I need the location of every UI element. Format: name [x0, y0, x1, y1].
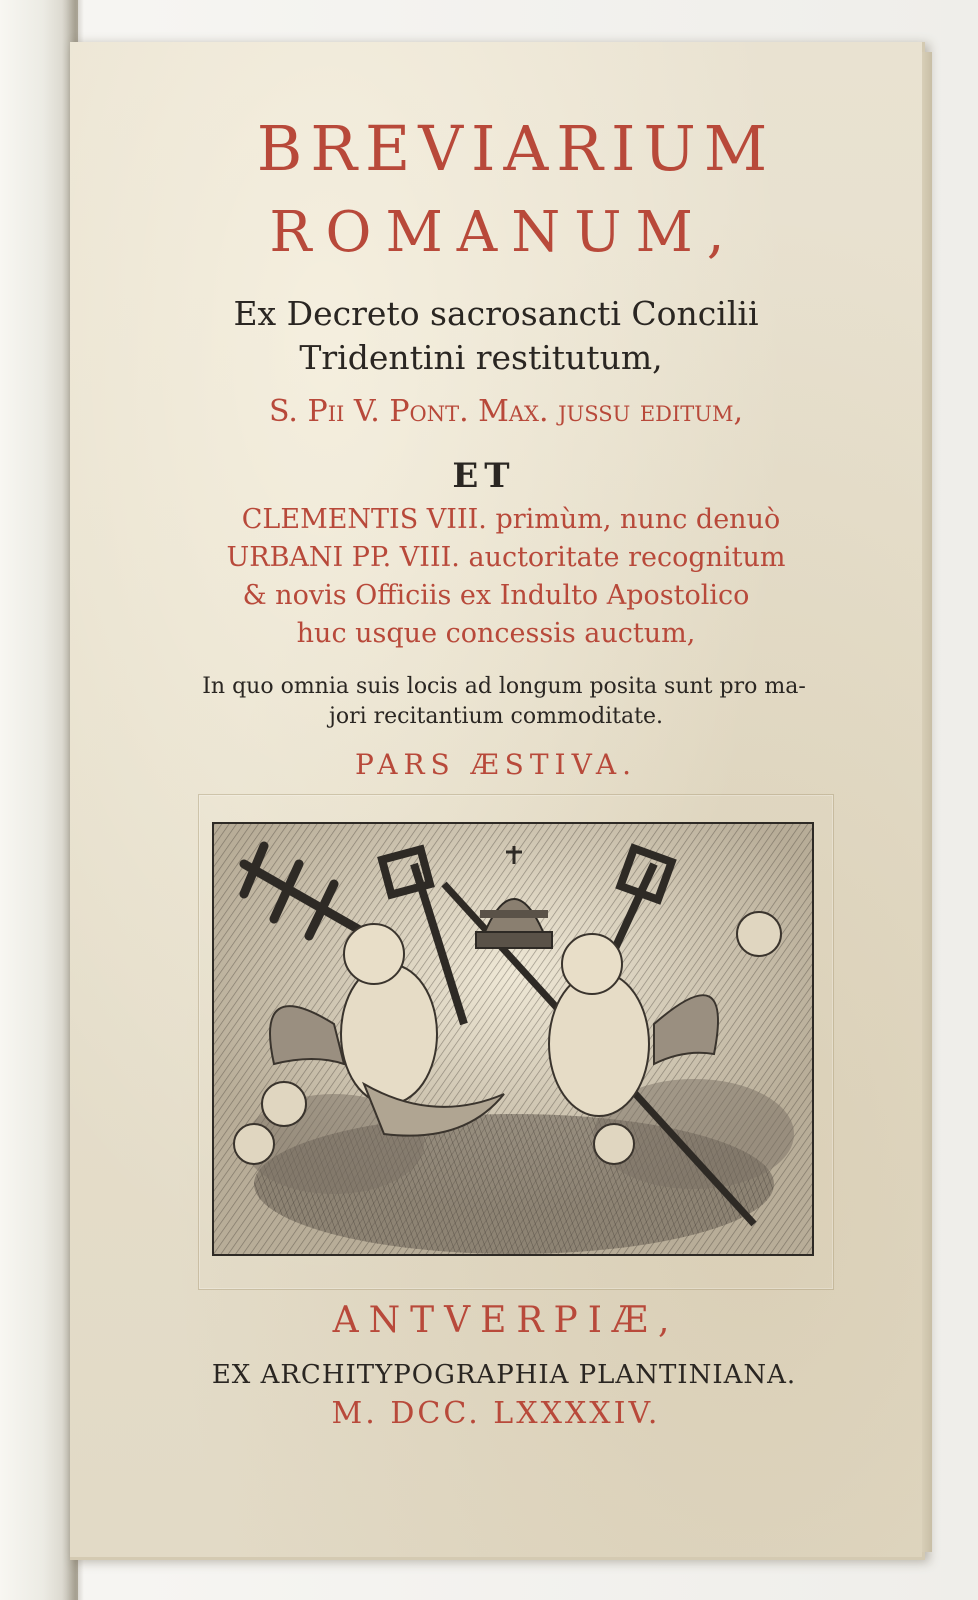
imprint-city: ANTVERPIÆ,	[332, 1300, 680, 1341]
title-line-1: BREVIARIUM	[256, 112, 776, 185]
title-line-2: ROMANUM,	[269, 200, 739, 265]
subtitle-line-tridentini: Tridentini restitutum,	[299, 338, 663, 377]
engraving-illustration	[212, 822, 814, 1256]
imprint-date: M. DCC. LXXXXIV.	[331, 1396, 661, 1431]
part-label: PARS ÆSTIVA.	[354, 748, 638, 781]
note-line-1: In quo omnia suis locis ad longum posita sunt pro ma-	[202, 674, 806, 699]
subtitle-line-auctum: huc usque concessis auctum,	[296, 618, 696, 649]
subtitle-line-pius: S. Pii V. Pont. Max. jussu editum,	[268, 394, 744, 429]
title-page	[70, 42, 925, 1560]
subtitle-line-et: ET	[452, 456, 516, 496]
subtitle-line-urbani: URBANI PP. VIII. auctoritate recognitum	[226, 542, 786, 573]
note-line-2: jori recitantium commoditate.	[329, 704, 663, 729]
subtitle-line-decree: Ex Decreto sacrosancti Concilii	[233, 294, 759, 333]
subtitle-line-officiis: & novis Officiis ex Indulto Apostolico	[242, 580, 750, 611]
imprint-printer: EX ARCHITYPOGRAPHIA PLANTINIANA.	[211, 1360, 797, 1390]
subtitle-line-clementis: CLEMENTIS VIII. primùm, nunc denuò	[241, 504, 781, 535]
